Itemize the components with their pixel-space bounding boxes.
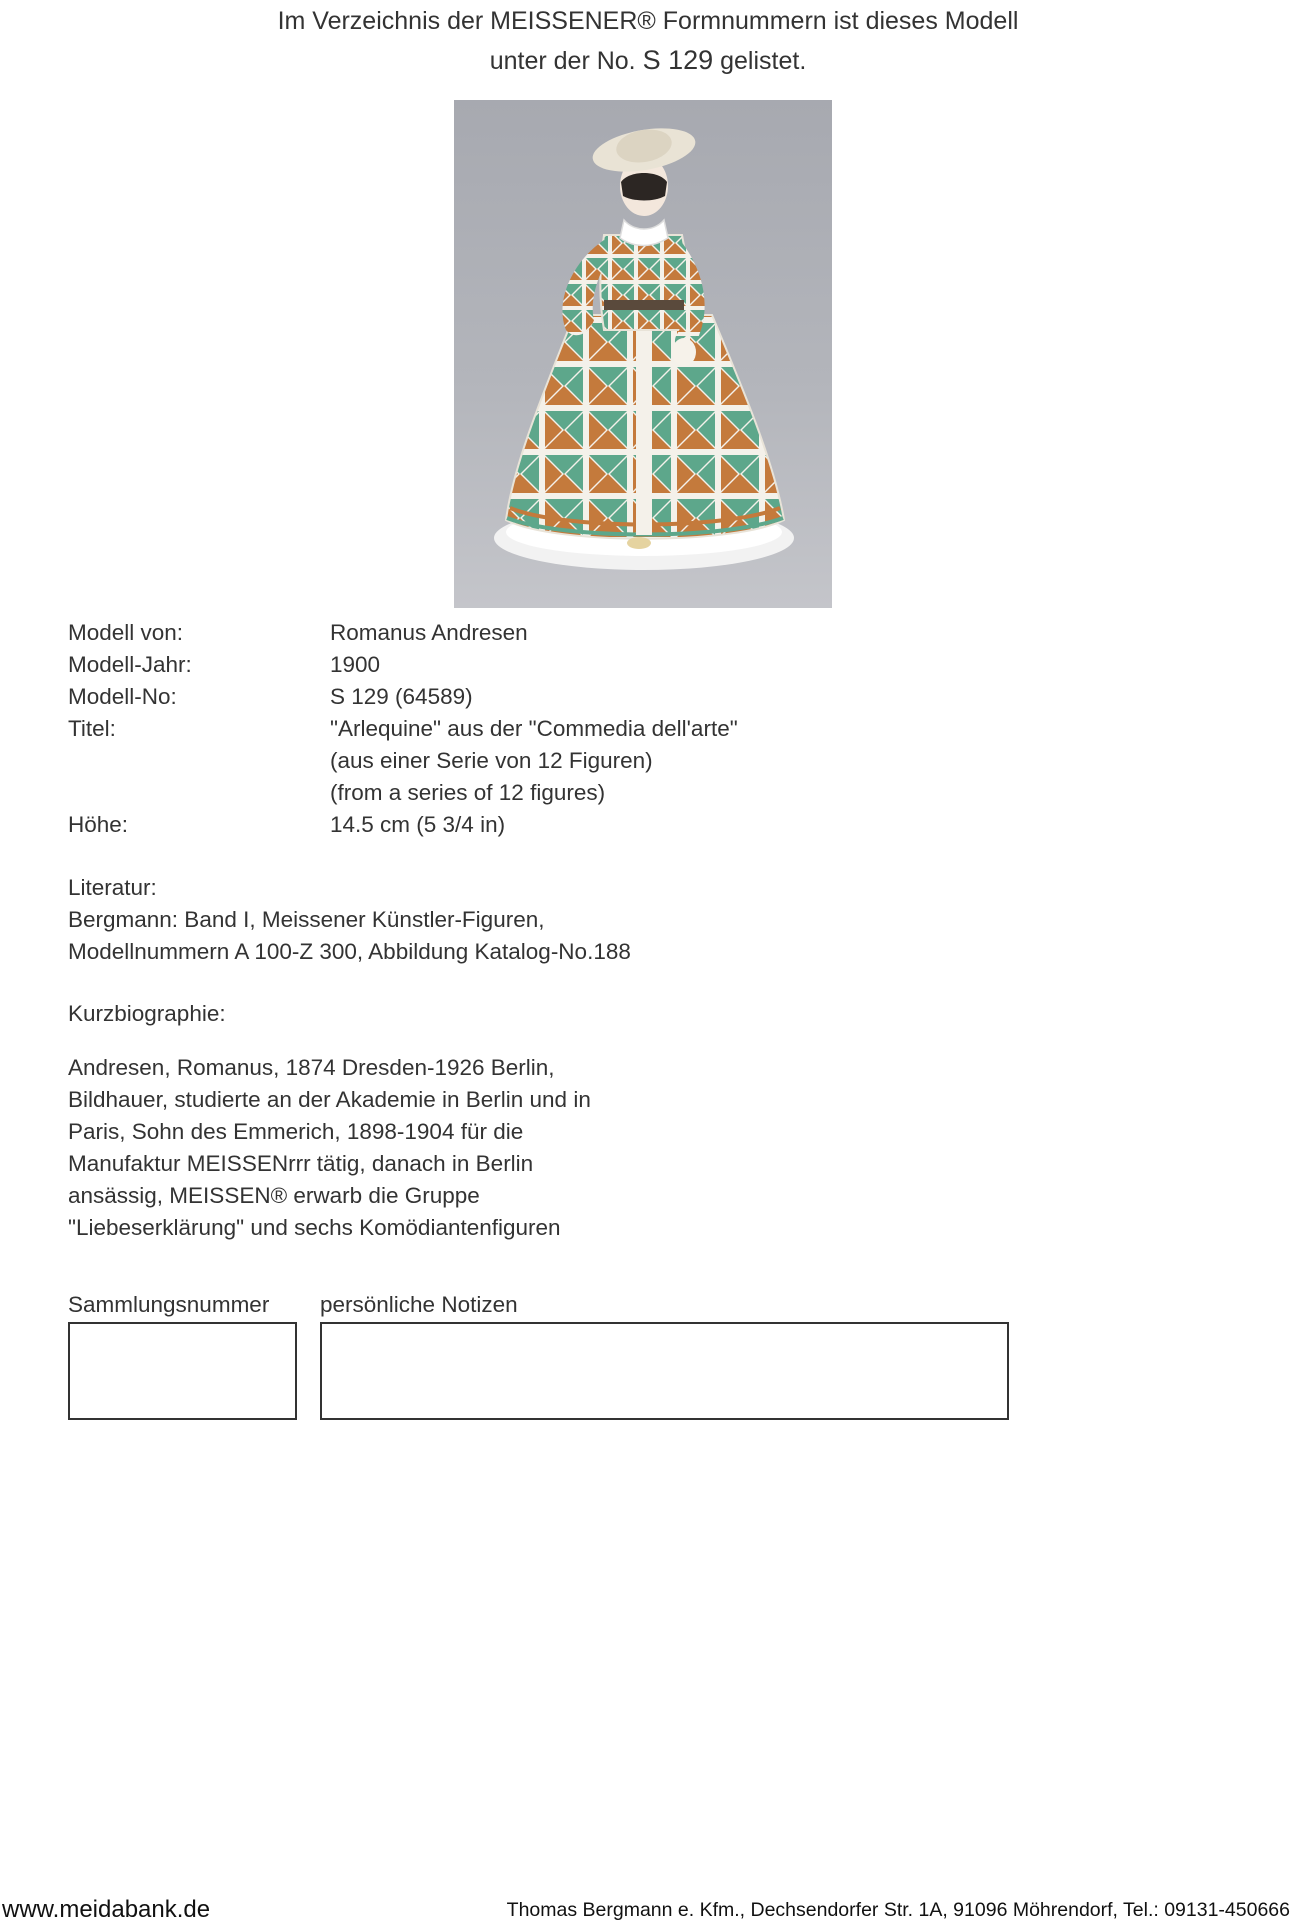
biography-line-5: ansässig, MEISSEN® erwarb die Gruppe — [68, 1183, 480, 1208]
biography-line-1: Andresen, Romanus, 1874 Dresden-1926 Berlin, — [68, 1055, 555, 1080]
biography-line-2: Bildhauer, studierte an der Akademie in Berlin und in — [68, 1087, 591, 1112]
model-details — [68, 617, 738, 841]
header-suffix: gelistet. — [720, 47, 807, 75]
model-no-label: Modell-No: — [68, 684, 177, 709]
author-value: Romanus Andresen — [330, 620, 528, 645]
personal-notes-label: persönliche Notizen — [320, 1292, 518, 1317]
biography-text — [68, 1052, 591, 1244]
literature-line-2: Modellnummern A 100-Z 300, Abbildung Katalog-No.188 — [68, 939, 631, 964]
detail-row-title-cont2 — [68, 777, 738, 809]
collection-number-label: Sammlungsnummer — [68, 1292, 270, 1317]
figurine-photo — [454, 100, 832, 608]
literature-line-1: Bergmann: Band I, Meissener Künstler-Figuren, — [68, 907, 545, 932]
detail-row-year — [68, 649, 738, 681]
model-no-value: S 129 (64589) — [330, 684, 473, 709]
biography-line-4: Manufaktur MEISSENrrr tätig, danach in Berlin — [68, 1151, 534, 1176]
header-prefix: unter der No. — [489, 47, 636, 75]
figurine-illustration — [454, 100, 832, 608]
detail-row-author — [68, 617, 738, 649]
header-line-1: Im Verzeichnis der MEISSENER® Formnummern ist dieses Modell — [277, 7, 1019, 35]
title-value-1: "Arlequine" aus der "Commedia dell'arte" — [330, 716, 738, 741]
personal-notes-field[interactable] — [320, 1322, 1009, 1420]
detail-row-height — [68, 809, 738, 841]
year-value: 1900 — [330, 652, 381, 677]
page-header — [0, 2, 1296, 81]
footer-address: Thomas Bergmann e. Kfm., Dechsendorfer Str. 1A, 91096 Möhrendorf, Tel.: 09131-450666 — [506, 1899, 1290, 1921]
biography-line-6: "Liebeserklärung" und sechs Komödiantenfiguren — [68, 1215, 561, 1240]
biography-heading: Kurzbiographie: — [68, 1001, 226, 1026]
header-line-2 — [0, 41, 1296, 81]
author-label: Modell von: — [68, 620, 184, 645]
title-label: Titel: — [68, 716, 116, 741]
title-value-2: (aus einer Serie von 12 Figuren) — [330, 748, 653, 773]
height-value: 14.5 cm (5 3/4 in) — [330, 812, 506, 837]
title-value-3: (from a series of 12 figures) — [330, 780, 606, 805]
detail-row-model-no — [68, 681, 738, 713]
height-label: Höhe: — [68, 812, 129, 837]
detail-row-title — [68, 713, 738, 745]
year-label: Modell-Jahr: — [68, 652, 192, 677]
literature-heading: Literatur: — [68, 875, 157, 900]
footer-website[interactable]: www.meidabank.de — [2, 1896, 211, 1923]
literature-section — [68, 872, 631, 968]
header-model-number: S 129 — [642, 45, 714, 75]
biography-line-3: Paris, Sohn des Emmerich, 1898-1904 für die — [68, 1119, 524, 1144]
detail-row-title-cont — [68, 745, 738, 777]
collection-number-field[interactable] — [68, 1322, 297, 1420]
